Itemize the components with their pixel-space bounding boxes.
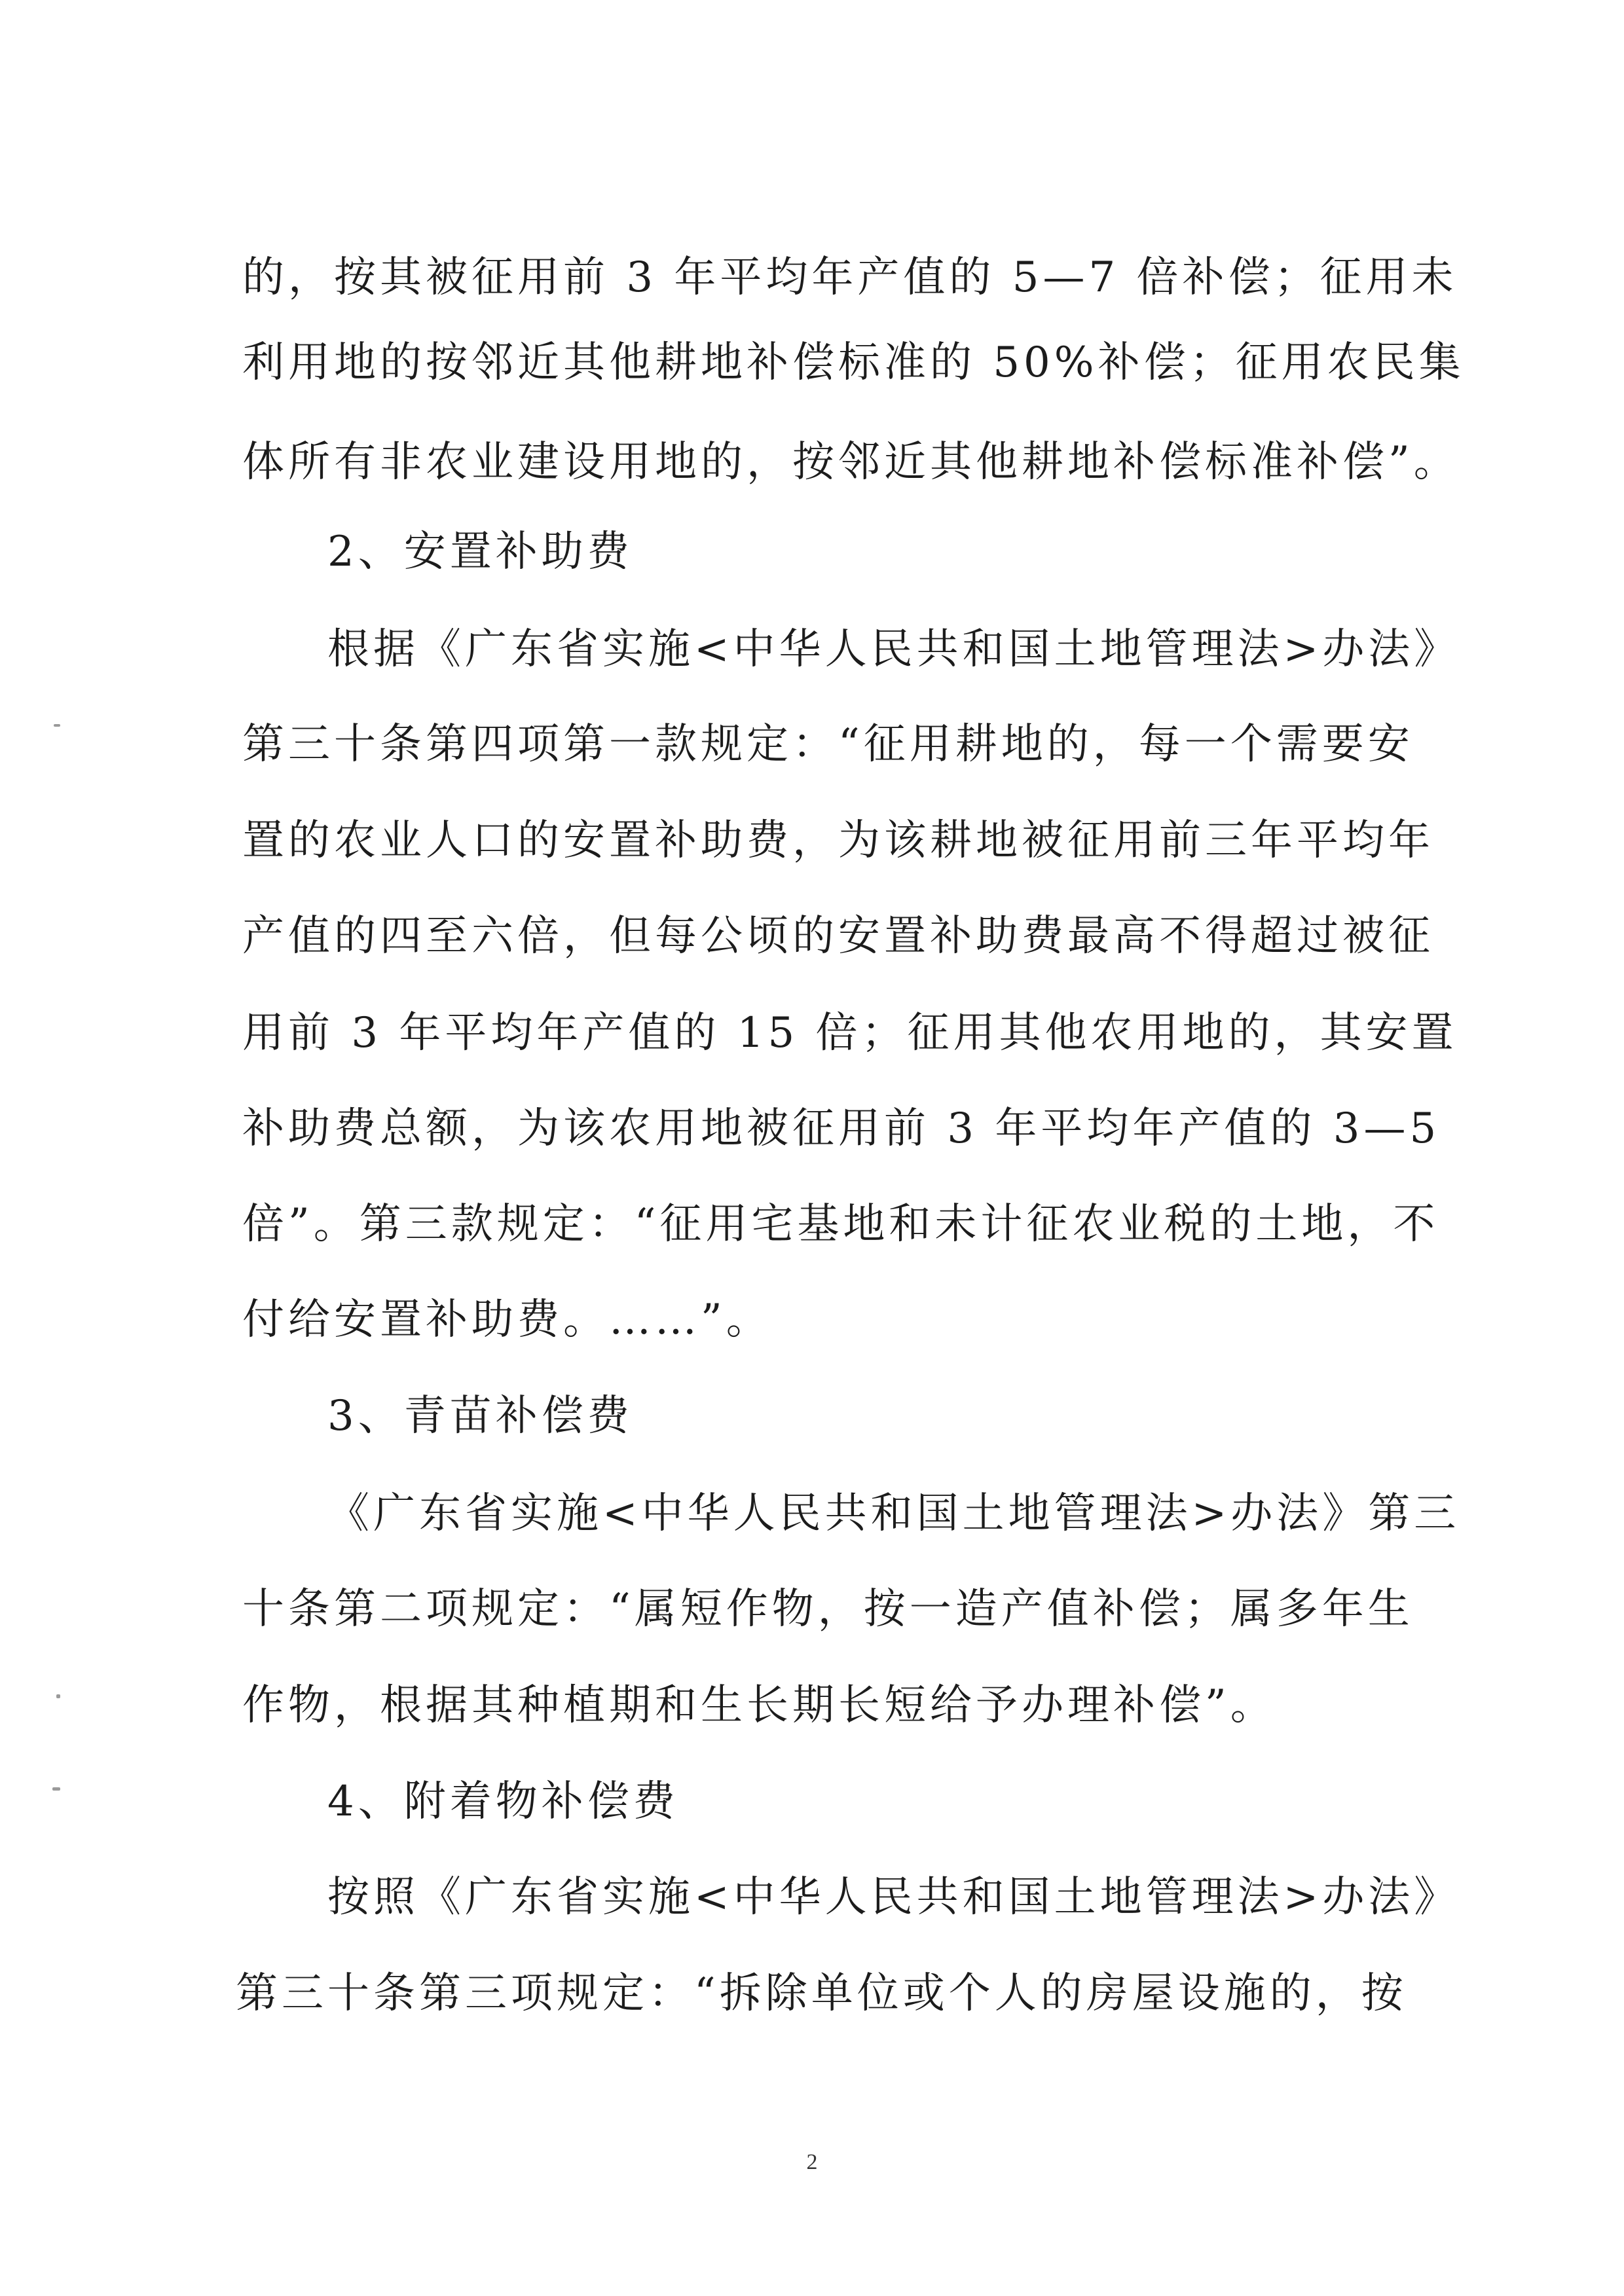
text-line-15: 十条第二项规定：“属短作物，按一造产值补偿；属多年生 [242,1585,1414,1633]
text-line-2: 利用地的按邻近其他耕地补偿标准的 50%补偿；征用农民集 [242,338,1465,387]
text-line-16: 作物，根据其种植期和生长期长短给予办理补偿”。 [242,1681,1276,1730]
page-number: 2 [806,2150,818,2174]
section-heading-2: 2、安置补助费 [327,528,633,576]
scan-speck [56,1694,60,1698]
scan-speck [54,724,60,727]
scan-speck [52,1787,60,1791]
text-line-9: 用前 3 年平均年产值的 15 倍；征用其他农用地的，其安置 [242,1009,1458,1057]
text-line-7: 置的农业人口的安置补助费，为该耕地被征用前三年平均年 [242,816,1434,865]
text-line-10: 补助费总额，为该农用地被征用前 3 年平均年产值的 3—5 [242,1104,1441,1153]
text-line-1: 的，按其被征用前 3 年平均年产值的 5—7 倍补偿；征用未 [242,253,1458,302]
text-line-11: 倍”。第三款规定：“征用宅基地和未计征农业税的土地，不 [242,1200,1439,1248]
text-line-12: 付给安置补助费。……”。 [242,1296,772,1344]
text-line-6: 第三十条第四项第一款规定：“征用耕地的，每一个需要安 [242,720,1414,769]
text-line-3: 体所有非农业建设用地的，按邻近其他耕地补偿标准补偿”。 [242,438,1460,486]
section-heading-3: 3、青苗补偿费 [327,1392,633,1440]
text-line-5: 根据《广东省实施<中华人民共和国土地管理法>办法》 [327,625,1460,674]
text-line-14: 《广东省实施<中华人民共和国土地管理法>办法》第三 [327,1489,1460,1538]
section-heading-4: 4、附着物补偿费 [327,1777,679,1826]
text-line-18: 按照《广东省实施<中华人民共和国土地管理法>办法》 [327,1873,1460,1922]
text-line-19: 第三十条第三项规定：“拆除单位或个人的房屋设施的，按 [236,1969,1407,2018]
text-line-8: 产值的四至六倍，但每公顷的安置补助费最高不得超过被征 [242,912,1434,960]
